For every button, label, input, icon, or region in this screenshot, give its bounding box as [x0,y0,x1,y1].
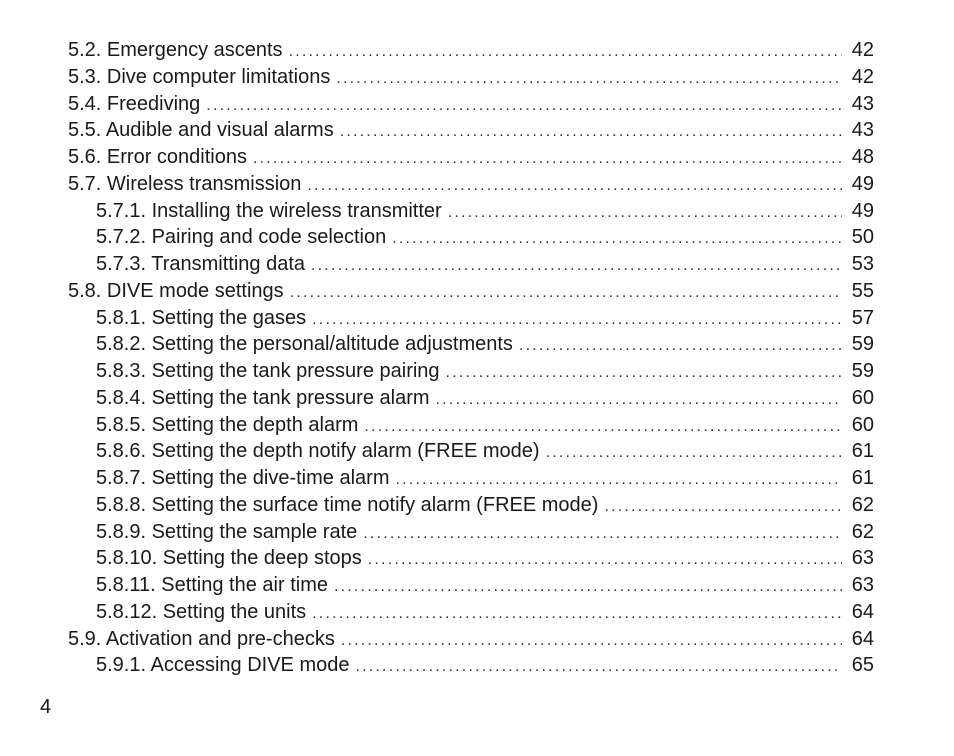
toc-entry[interactable] [68,519,874,546]
toc-entry-page: 59 [851,360,874,382]
toc-dot-leader [312,307,842,334]
toc-dot-leader [341,628,842,655]
toc-dot-leader [446,360,842,387]
toc-entry-title: 5.8.9. Setting the sample rate [96,520,358,543]
toc-dot-leader [546,440,842,467]
toc-entry[interactable] [68,599,874,626]
toc-entry[interactable] [68,278,874,305]
toc-dot-leader [307,173,842,200]
toc-entry-title: 5.8.10. Setting the deep stops [96,547,362,570]
toc-entry[interactable] [68,545,874,572]
toc-entry[interactable] [68,91,874,118]
toc-entry-title: 5.6. Error conditions [68,146,247,168]
page-number: 4 [40,696,52,718]
toc-entry[interactable] [68,465,874,492]
toc-entry-title: 5.7.2. Pairing and code selection [96,226,387,249]
toc-entry[interactable] [68,331,874,358]
toc-entry-title: 5.8.2. Setting the personal/altitude adjustments [96,333,513,356]
toc-entry-title: 5.7.3. Transmitting data [96,253,306,275]
toc-entry[interactable] [68,117,874,144]
toc-entry-title: 5.5. Audible and visual alarms [68,119,334,142]
toc-dot-leader [519,333,842,360]
toc-entry-title: 5.8. DIVE mode settings [68,279,284,302]
toc-entry-title: 5.8.1. Setting the gases [96,306,307,329]
toc-entry-page: 53 [851,253,874,275]
toc-dot-leader [604,494,842,521]
toc-entry-title: 5.8.7. Setting the dive-time alarm [96,467,390,489]
toc-dot-leader [448,200,842,227]
toc-entry-page: 55 [851,279,874,302]
toc-entry[interactable] [68,251,874,278]
toc-entry[interactable] [68,224,874,251]
toc-entry-title: 5.8.3. Setting the tank pressure pairing [96,360,440,382]
toc-dot-leader [364,414,842,441]
toc-entry-title: 5.3. Dive computer limitations [68,65,331,88]
toc-entry-page: 57 [851,306,874,329]
toc-entry[interactable] [68,358,874,385]
table-of-contents [68,37,874,679]
toc-entry-page: 65 [851,654,874,677]
toc-entry-page: 60 [851,386,874,409]
toc-entry-title: 5.8.8. Setting the surface time notify alarm (FREE mode) [96,493,599,516]
toc-entry-page: 61 [851,467,874,489]
toc-entry[interactable] [68,198,874,225]
toc-entry[interactable] [68,37,874,64]
toc-entry-title: 5.8.6. Setting the depth notify alarm (FREE mode) [96,440,540,463]
toc-entry-title: 5.9.1. Accessing DIVE mode [96,654,350,677]
toc-dot-leader [436,387,842,414]
toc-entry[interactable] [68,626,874,653]
toc-entry-title: 5.7.1. Installing the wireless transmitter [96,199,442,222]
toc-dot-leader [311,253,842,280]
toc-entry-page: 50 [851,226,874,249]
toc-dot-leader [334,574,842,601]
toc-dot-leader [289,39,842,66]
toc-entry-page: 63 [851,574,874,596]
toc-entry-title: 5.9. Activation and pre-checks [68,627,335,650]
toc-dot-leader [340,119,842,146]
toc-entry[interactable] [68,171,874,198]
toc-entry[interactable] [68,385,874,412]
toc-entry[interactable] [68,438,874,465]
toc-entry-page: 43 [851,119,874,142]
toc-entry-page: 60 [851,413,874,436]
toc-entry[interactable] [68,412,874,439]
toc-dot-leader [253,146,842,173]
toc-entry-title: 5.8.5. Setting the depth alarm [96,413,359,436]
toc-entry-page: 61 [851,440,874,463]
toc-entry-page: 49 [851,172,874,195]
toc-entry-title: 5.4. Freediving [68,92,201,115]
toc-entry-page: 48 [851,146,874,168]
toc-entry[interactable] [68,652,874,679]
toc-entry-page: 64 [851,627,874,650]
toc-entry-title: 5.8.11. Setting the air time [96,574,328,596]
toc-dot-leader [395,467,842,494]
toc-entry-title: 5.8.12. Setting the units [96,600,307,623]
toc-dot-leader [206,93,842,120]
toc-entry-page: 62 [851,520,874,543]
toc-entry-page: 43 [851,92,874,115]
toc-entry-title: 5.2. Emergency ascents [68,39,283,61]
toc-entry-page: 63 [851,547,874,570]
toc-dot-leader [312,601,842,628]
toc-entry-page: 42 [851,39,874,61]
toc-entry[interactable] [68,144,874,171]
toc-entry-page: 49 [851,199,874,222]
toc-entry-page: 59 [851,333,874,356]
toc-entry-page: 42 [851,65,874,88]
toc-dot-leader [355,654,842,681]
toc-entry-title: 5.7. Wireless transmission [68,172,302,195]
toc-entry-page: 64 [851,600,874,623]
toc-entry[interactable] [68,492,874,519]
toc-entry-title: 5.8.4. Setting the tank pressure alarm [96,386,430,409]
toc-entry-page: 62 [851,493,874,516]
toc-dot-leader [392,226,842,253]
toc-dot-leader [368,547,842,574]
toc-entry[interactable] [68,572,874,599]
toc-entry[interactable] [68,64,874,91]
toc-dot-leader [290,280,842,307]
toc-entry[interactable] [68,305,874,332]
toc-dot-leader [336,66,842,93]
toc-dot-leader [363,521,842,548]
